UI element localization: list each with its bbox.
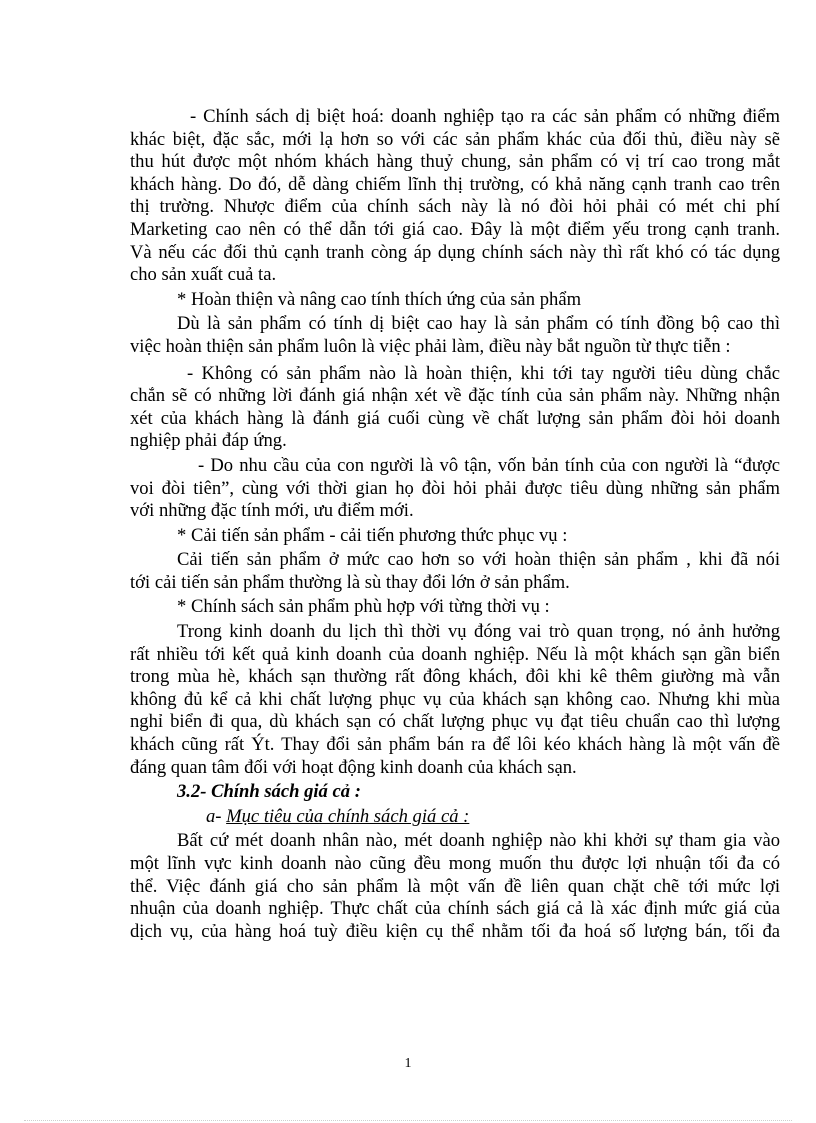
text-line: không đủ kể cả khi chất lượng phục vụ của khách sạn không cao. Nhưng khi mùa: [130, 688, 780, 710]
paragraph: [130, 596, 780, 619]
text-line: * Cải tiến sản phẩm - cải tiến phương thức phục vụ :: [177, 524, 568, 546]
paragraph: [130, 313, 780, 358]
text-line: - Do nhu cầu của con người là vô tận, vốn bản tính của con người là “được: [198, 454, 780, 476]
text-line: Dù là sản phẩm có tính dị biệt cao hay là sản phẩm có tính đồng bộ cao thì: [177, 313, 780, 335]
text-line: Bất cứ mét doanh nhân nào, mét doanh nghiệp nào khi khởi sự tham gia vào: [177, 830, 780, 852]
text-line: xét của khách hàng là đánh giá cuối cùng về chất lượng sản phẩm đòi hỏi doanh: [130, 407, 780, 429]
paragraph: [130, 525, 780, 548]
paragraph: [130, 549, 780, 594]
text-line: thị trường. Nhược điểm của chính sách này là nó đòi hỏi phải có mét chi phí: [130, 196, 780, 218]
body-text: [130, 106, 780, 779]
text-line: với những đặc tính mới, ưu điểm mới.: [130, 500, 414, 522]
text-line: * Hoàn thiện và nâng cao tính thích ứng của sản phẩm: [177, 288, 582, 310]
text-line: việc hoàn thiện sản phẩm luôn là việc phải làm, điều này bắt nguồn từ thực tiễn :: [130, 335, 731, 357]
document-page: [130, 106, 780, 943]
text-line: Marketing cao nên có thể dẫn tới giá cao. Đây là một điểm yếu trong cạnh tranh.: [130, 218, 780, 240]
text-line: nghiệp phải đáp ứng.: [130, 430, 287, 452]
text-line: trong mùa hè, khách sạn thường rất đông khách, đôi khi kê thêm giường mà vẫn: [130, 666, 780, 688]
text-line: cho sản xuất cuả ta.: [130, 264, 277, 286]
text-line: Trong kinh doanh du lịch thì thời vụ đóng vai trò quan trọng, nó ảnh hưởng: [177, 621, 780, 643]
text-line: dịch vụ, của hàng hoá tuỳ điều kiện cụ thể nhằm tối đa hoá số lượng bán, tối đa: [130, 920, 780, 942]
page-edge-divider: [24, 1120, 792, 1121]
text-line: tới cải tiến sản phẩm thường là sù thay đổi lớn ở sản phẩm.: [130, 571, 570, 593]
text-line: * Chính sách sản phẩm phù hợp với từng thời vụ :: [177, 596, 550, 618]
text-line: thể. Việc đánh giá cho sản phẩm là một vấn đề liên quan chặt chẽ tới mức lợi: [130, 875, 780, 897]
text-line: một lĩnh vực kinh doanh nào cũng đều mong muốn thu được lợi nhuận tối đa có: [130, 853, 780, 874]
text-line: khách cũng rất Ýt. Thay đổi sản phẩm bán ra để lôi kéo khách hàng là một vấn đề: [130, 734, 780, 756]
body-text-continued: [130, 830, 780, 943]
text-line: Cải tiến sản phẩm ở mức cao hơn so với hoàn thiện sản phẩm , khi đã nói: [177, 549, 780, 571]
paragraph: [130, 363, 780, 453]
paragraph: [130, 621, 780, 779]
subsection-prefix: a-: [206, 805, 227, 827]
subsection-title: Mục tiêu của chính sách giá cả :: [226, 805, 470, 827]
paragraph: [130, 289, 780, 312]
text-line: khác biệt, đặc sắc, mới lạ hơn so với các sản phẩm khác của đối thủ, điều này sẽ: [130, 128, 780, 150]
text-line: nhuận của doanh nghiệp. Thực chất của chính sách giá cả là xác định mức giá của: [130, 898, 780, 920]
text-line: chắn sẽ có những lời đánh giá nhận xét về đặc tính của sản phẩm này. Những nhận: [130, 385, 780, 407]
paragraph: [130, 455, 780, 523]
subsection-heading: [130, 806, 780, 829]
text-line: - Chính sách dị biệt hoá: doanh nghiệp tạo ra các sản phẩm có những điểm: [190, 106, 780, 127]
paragraph: [130, 830, 780, 943]
section-heading: 3.2- Chính sách giá cả :: [177, 781, 361, 803]
text-line: - Không có sản phẩm nào là hoàn thiện, khi tới tay người tiêu dùng chắc: [187, 362, 780, 384]
text-line: đáng quan tâm đối với hoạt động kinh doanh của khách sạn.: [130, 756, 577, 778]
text-line: Và nếu các đối thủ cạnh tranh còng áp dụng chính sách này thì rất khó có tác dụng: [130, 241, 780, 263]
page-number: 1: [404, 1056, 412, 1071]
text-line: khách hàng. Do đó, dễ dàng chiếm lĩnh thị trường, có khả năng cạnh tranh cao trên: [130, 173, 780, 195]
text-line: thu hút được một nhóm khách hàng thuỷ chung, sản phẩm có vị trí cao trong mắt: [130, 151, 780, 173]
text-line: rất nhiều tới kết quả kinh doanh của doanh nghiệp. Nếu là một khách sạn gần biển: [130, 643, 780, 665]
text-line: nghỉ biển đi qua, dù khách sạn có chất lượng phục vụ đạt tiêu chuẩn cao thì lượng: [130, 711, 780, 733]
paragraph: [130, 106, 780, 287]
text-line: voi đòi tiên”, cùng với thời gian họ đòi hỏi phải được tiêu dùng những sản phẩm: [130, 477, 780, 499]
